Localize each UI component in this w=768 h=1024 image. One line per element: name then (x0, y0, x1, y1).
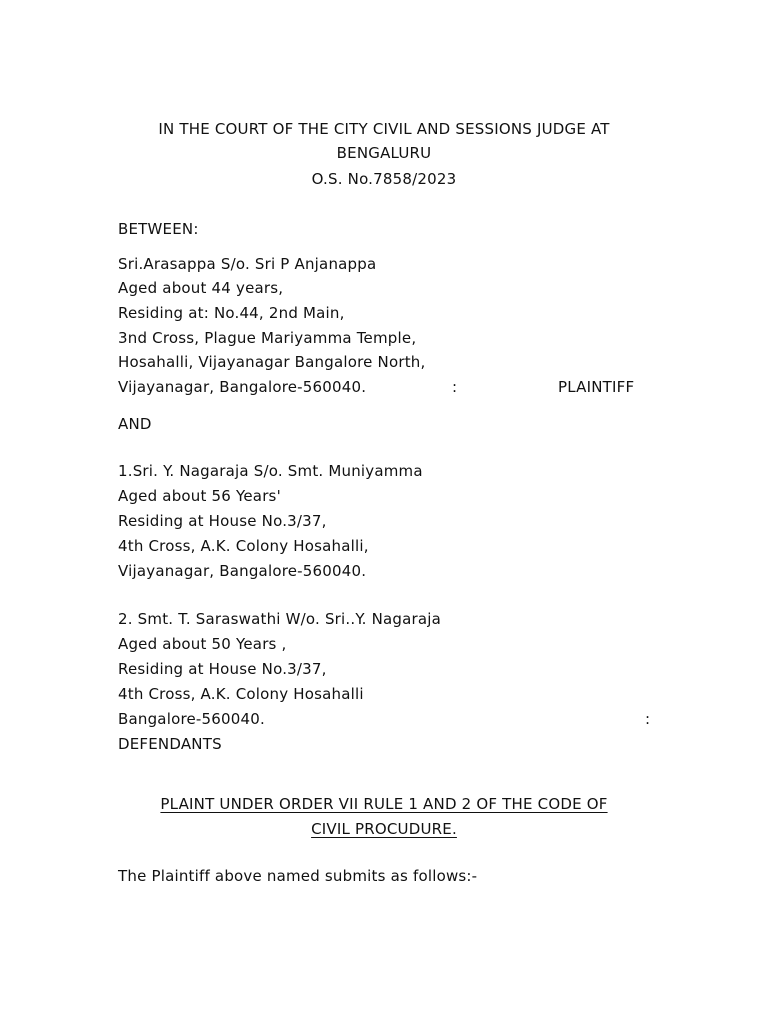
defendant-1-age: Aged about 56 Years' (118, 487, 281, 505)
court-title-line-2: BENGALURU (336, 144, 432, 162)
defendant-2-address-line-2: 4th Cross, A.K. Colony Hosahalli (118, 685, 364, 703)
court-title-line-1: IN THE COURT OF THE CITY CIVIL AND SESSIONS JUDGE AT (158, 120, 610, 138)
plaintiff-colon: : (452, 378, 458, 396)
plaintiff-age: Aged about 44 years, (118, 279, 284, 297)
defendant-2-name: 2. Smt. T. Saraswathi W/o. Sri..Y. Nagaraja (118, 610, 442, 628)
plaint-heading-line-2-text: CIVIL PROCUDURE. (311, 820, 457, 838)
plaint-heading-line-2 (0, 819, 768, 839)
defendants-role-label: DEFENDANTS (118, 735, 222, 753)
defendant-2-address-line-3: Bangalore-560040. (118, 710, 265, 728)
defendant-1-name: 1.Sri. Y. Nagaraja S/o. Smt. Muniyamma (118, 462, 423, 480)
plaintiff-role-label: PLAINTIFF (558, 378, 635, 396)
intro-paragraph: The Plaintiff above named submits as follows:- (118, 867, 478, 885)
plaintiff-name: Sri.Arasappa S/o. Sri P Anjanappa (118, 255, 377, 273)
defendants-colon: : (645, 710, 651, 728)
defendant-1-address-line-3: Vijayanagar, Bangalore-560040. (118, 562, 367, 580)
case-number: O.S. No.7858/2023 (311, 170, 457, 188)
plaint-heading-line-1 (0, 794, 768, 814)
plaintiff-address-line-3: Hosahalli, Vijayanagar Bangalore North, (118, 353, 426, 371)
plaintiff-address-line-4: Vijayanagar, Bangalore-560040. (118, 378, 367, 396)
defendant-2-age: Aged about 50 Years , (118, 635, 287, 653)
plaintiff-address-line-2: 3nd Cross, Plague Mariyamma Temple, (118, 329, 417, 347)
and-label: AND (118, 415, 152, 433)
defendant-1-address-line-2: 4th Cross, A.K. Colony Hosahalli, (118, 537, 369, 555)
defendant-1-address-line-1: Residing at House No.3/37, (118, 512, 327, 530)
between-label: BETWEEN: (118, 220, 199, 238)
defendant-2-address-line-1: Residing at House No.3/37, (118, 660, 327, 678)
plaint-heading-line-1-text: PLAINT UNDER ORDER VII RULE 1 AND 2 OF THE CODE OF (160, 795, 608, 813)
plaintiff-address-line-1: Residing at: No.44, 2nd Main, (118, 304, 345, 322)
